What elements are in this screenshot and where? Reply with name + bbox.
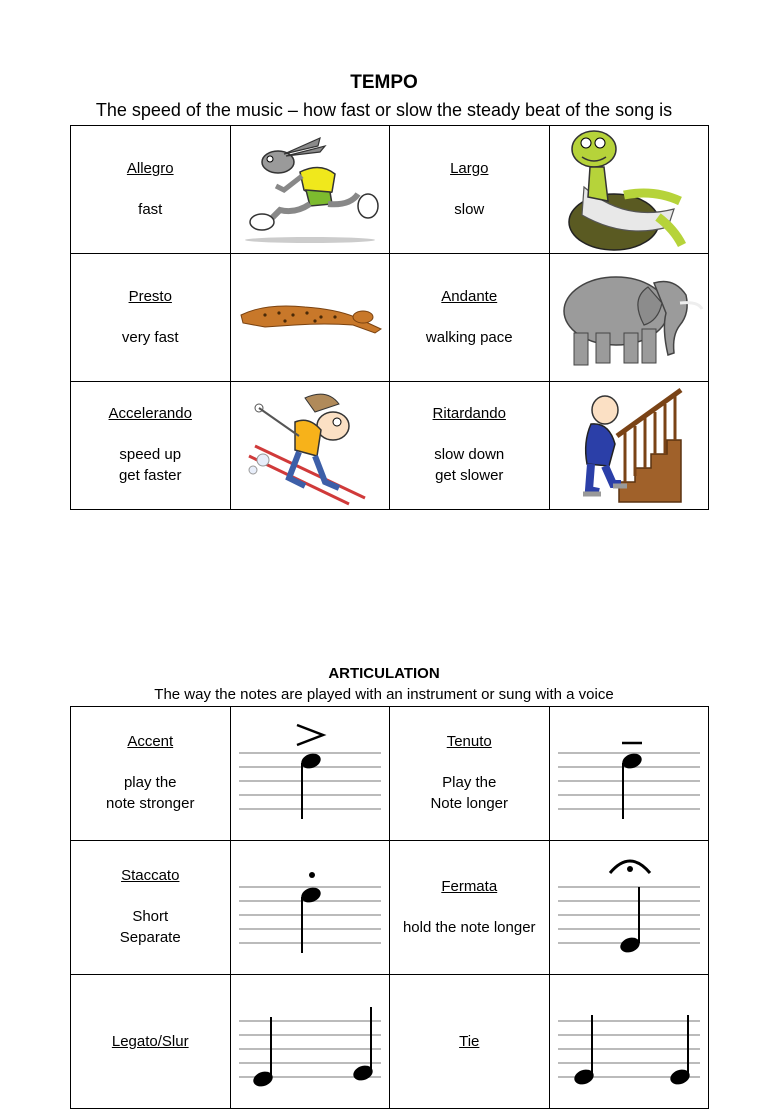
articulation-subtitle: The way the notes are played with an instrument or sung with a voice: [154, 686, 614, 703]
term-description: [390, 444, 549, 486]
term-description: [390, 772, 549, 814]
running-cheetah-icon: [230, 254, 390, 382]
desc-line: note stronger: [106, 795, 195, 812]
term-label: Fermata: [441, 877, 498, 895]
term-label: Staccato: [121, 867, 180, 884]
desc-line: Separate: [119, 929, 181, 946]
tie-cell: [390, 975, 550, 1109]
tenuto-cell: [390, 707, 550, 841]
fermata-cell: [390, 841, 550, 975]
desc-line: play the: [123, 774, 177, 791]
term-label: Andante: [441, 287, 498, 305]
desc-line: fast: [138, 200, 163, 218]
desc-line: speed up: [119, 446, 182, 463]
ritardando-cell: [390, 382, 550, 510]
desc-line: Note longer: [430, 795, 509, 812]
desc-line: slow: [454, 200, 485, 218]
presto-cell: [71, 254, 231, 382]
resting-turtle-icon: [549, 126, 709, 254]
table-row: [71, 254, 709, 382]
legato-cell: [71, 975, 231, 1109]
term-description: [71, 772, 230, 814]
desc-line: slow down: [434, 446, 505, 463]
desc-line: Play the: [442, 774, 497, 791]
term-label: Accent: [127, 733, 174, 750]
tempo-subtitle: The speed of the music – how fast or slow the steady beat of the song is: [95, 100, 673, 120]
legato-notes-icon: [230, 975, 390, 1109]
allegro-cell: [71, 126, 231, 254]
desc-line: hold the note longer: [402, 918, 536, 936]
tempo-table: [70, 125, 709, 510]
term-label: Accelerando: [108, 405, 192, 422]
term-description: [390, 327, 549, 348]
term-description: [390, 199, 549, 220]
walking-elephant-icon: [549, 254, 709, 382]
andante-cell: [390, 254, 550, 382]
term-description: [71, 327, 230, 348]
desc-line: get faster: [118, 467, 182, 484]
articulation-title: ARTICULATION: [328, 665, 440, 682]
old-man-stairs-icon: [549, 382, 709, 510]
term-description: [71, 444, 230, 486]
skier-icon: [230, 382, 390, 510]
desc-line: get slower: [435, 467, 504, 484]
desc-line: walking pace: [425, 328, 513, 346]
accent-note-icon: [230, 707, 390, 841]
term-description: [71, 906, 230, 948]
accelerando-cell: [71, 382, 231, 510]
term-description: [390, 917, 549, 938]
largo-cell: [390, 126, 550, 254]
tenuto-note-icon: [549, 707, 709, 841]
term-label: Tenuto: [446, 733, 492, 750]
term-label: Presto: [128, 287, 172, 305]
staccato-note-icon: [230, 841, 390, 975]
fermata-note-icon: [549, 841, 709, 975]
term-label: Ritardando: [432, 405, 506, 422]
term-label: Legato/Slur: [111, 1033, 189, 1050]
term-label: Largo: [450, 159, 489, 177]
term-description: [71, 199, 230, 220]
staccato-cell: [71, 841, 231, 975]
table-row: [71, 382, 709, 510]
accent-cell: [71, 707, 231, 841]
tie-notes-icon: [549, 975, 709, 1109]
table-row: [71, 707, 709, 841]
tempo-title: TEMPO: [350, 72, 418, 93]
running-rabbit-icon: [230, 126, 390, 254]
desc-line: Short: [132, 908, 169, 925]
term-label: Tie: [459, 1033, 480, 1050]
table-row: [71, 975, 709, 1109]
table-row: [71, 126, 709, 254]
desc-line: very fast: [121, 328, 179, 346]
articulation-table: [70, 706, 709, 1109]
table-row: [71, 841, 709, 975]
term-label: Allegro: [126, 159, 174, 177]
